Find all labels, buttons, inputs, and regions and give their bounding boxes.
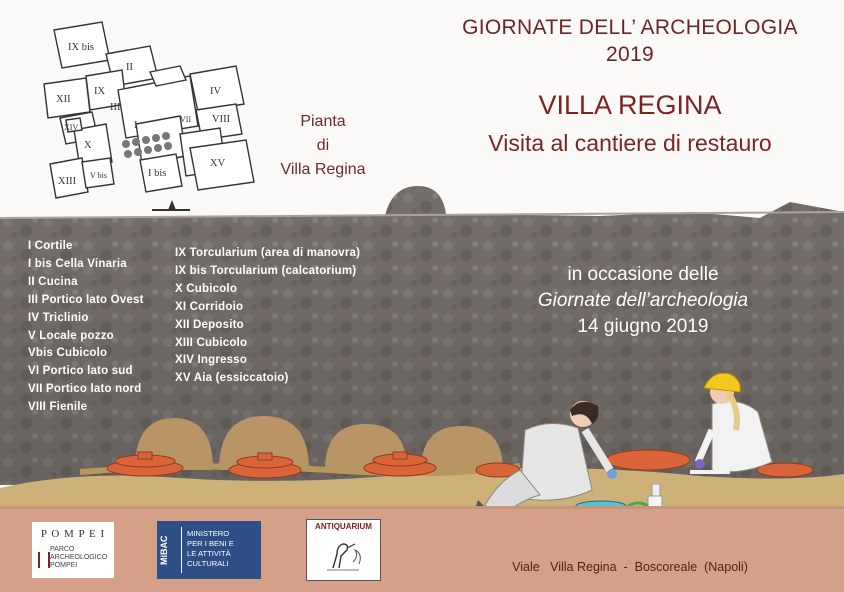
plan-label-v-bis: V bis <box>90 171 107 180</box>
legend-item: VIII Fienile <box>28 401 88 414</box>
event-title <box>430 14 830 68</box>
occasion-line2: Giornate dell’archeologia <box>537 290 749 311</box>
legend-item: XI Corridoio <box>175 300 244 313</box>
plan-label-vii: VII <box>180 115 192 124</box>
map-caption-line3: Villa Regina <box>280 161 366 178</box>
pompei-logo-sub3: POMPEI <box>50 562 78 569</box>
plan-label-ix: IX <box>94 86 106 97</box>
legend-item: VI Portico lato sud <box>28 365 133 378</box>
legend-item: IX bis Torcularium (calcatorium) <box>175 264 357 277</box>
pompei-logo-word: P O M P E I <box>40 528 106 540</box>
pompei-logo-sub2: ARCHEOLOGICO <box>50 554 108 561</box>
legend-item: Vbis Cubicolo <box>28 347 108 360</box>
legend-item: IV Triclinio <box>28 311 89 324</box>
pompei-logo-sub1: PARCO <box>50 546 75 553</box>
mibac-logo <box>157 521 261 579</box>
occasion-text <box>470 262 816 340</box>
column-icon <box>38 552 50 568</box>
plan-label-ix-bis: IX bis <box>68 42 94 53</box>
legend-item: XII Deposito <box>175 318 244 331</box>
legend-item: I Cortile <box>28 240 73 252</box>
mibac-logo-text <box>187 529 234 569</box>
plan-label-x: X <box>84 140 92 151</box>
legend-item: I bis Cella Vinaria <box>28 257 127 270</box>
plan-label-xv: XV <box>210 158 226 169</box>
mibac-divider <box>181 527 182 573</box>
plan-label-i-bis: I bis <box>148 168 167 179</box>
mibac-line4: CULTURALI <box>187 559 229 568</box>
mibac-line2: PER I BENI E <box>187 539 234 548</box>
room-legend-left <box>28 238 144 417</box>
map-caption-line1: Pianta <box>300 113 346 130</box>
occasion-date: 14 giugno 2019 <box>577 316 709 337</box>
antiquarium-title: ANTIQUARIUM <box>315 522 372 531</box>
site-title: VILLA REGINA <box>538 90 722 120</box>
legend-item: XIV Ingresso <box>175 354 248 367</box>
legend-item: XV Aia (essiccatoio) <box>175 372 289 385</box>
pompei-logo <box>32 522 114 578</box>
legend-item: III Portico lato Ovest <box>28 293 144 306</box>
plan-label-iv: IV <box>210 86 222 97</box>
mibac-line3: LE ATTIVITÀ <box>187 549 231 558</box>
plan-label-viii: VIII <box>212 114 231 125</box>
dolium-lid-5 <box>606 450 690 470</box>
mibac-line1: MINISTERO <box>187 529 230 538</box>
legend-item: X Cubicolo <box>175 282 238 295</box>
site-subtitle: Visita al cantiere di restauro <box>488 130 772 156</box>
legend-item: IX Torcularium (area di manovra) <box>175 247 361 259</box>
legend-item: VII Portico lato nord <box>28 383 142 396</box>
mibac-logo-abbr: MiBAC <box>159 535 169 565</box>
legend-item: V Locale pozzo <box>28 329 114 342</box>
event-title-year: 2019 <box>606 43 654 66</box>
plan-label-xiv: XIV <box>64 123 79 132</box>
villa-plan-map <box>40 14 260 214</box>
plan-label-iii: III <box>110 102 121 113</box>
footer-band <box>0 508 844 592</box>
legend-item: II Cucina <box>28 275 78 288</box>
plan-label-ii: II <box>126 62 133 73</box>
antiquarium-logo <box>306 519 381 581</box>
plan-label-xiii: XIII <box>58 176 77 187</box>
plan-label-xii: XII <box>56 94 71 105</box>
address-text: Viale Villa Regina - Boscoreale (Napoli) <box>512 560 748 574</box>
plan-label-i: I <box>134 120 138 131</box>
occasion-line1: in occasione delle <box>567 264 719 285</box>
event-title-line1: GIORNATE DELL’ ARCHEOLOGIA <box>462 16 798 39</box>
room-legend-right <box>175 245 360 388</box>
map-caption-line2: di <box>316 137 330 154</box>
map-caption <box>258 110 388 182</box>
legend-item: XIII Cubicolo <box>175 336 248 349</box>
bird-icon <box>319 534 367 576</box>
